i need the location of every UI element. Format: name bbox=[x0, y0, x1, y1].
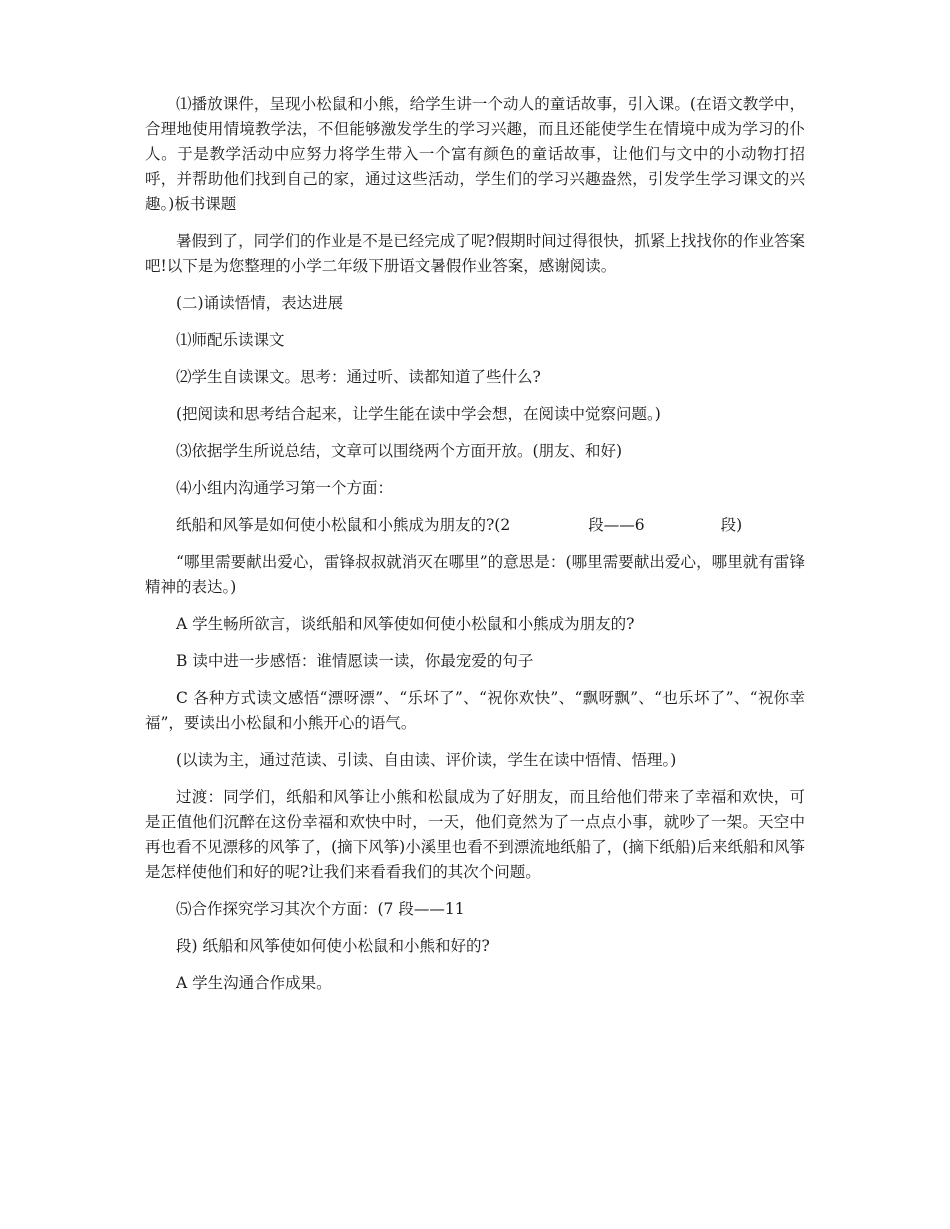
item-b-reading: B 读中进一步感悟：谁情愿读一读，你最宠爱的句子 bbox=[176, 652, 534, 670]
step-teacher-reading: ⑴师配乐读课文 bbox=[176, 331, 285, 349]
section-heading-reading: (二)诵读悟情，表达进展 bbox=[176, 294, 344, 312]
question-range-end: 段) bbox=[720, 516, 743, 534]
step-summary: ⑶依据学生所说总结，文章可以围绕两个方面开放。(朋友、和好) bbox=[176, 442, 623, 460]
paragraph-leifeng-quote: “哪里需要献出爱心，雷锋叔叔就消灭在哪里”的意思是：(哪里需要献出爱心，哪里就有雷锋精神的表达。) bbox=[145, 553, 805, 596]
item-a-share-results: A 学生沟通合作成果。 bbox=[176, 974, 332, 992]
step-group-study-first: ⑷小组内沟通学习第一个方面： bbox=[176, 479, 394, 497]
question-paper-boat-kite bbox=[145, 513, 805, 538]
question-range-mid: 段——6 bbox=[588, 516, 645, 534]
note-reading-focus: (以读为主，通过范读、引读、自由读、评价读，学生在读中悟情、悟理。) bbox=[176, 751, 677, 769]
paragraph-summer-homework: 暑假到了，同学们的作业是不是已经完成了呢?假期时间过得很快，抓紧上找找你的作业答案吧!以下是为您整理的小学二年级下册语文暑假作业答案，感谢阅读。 bbox=[145, 232, 805, 275]
step-cooperative-study-second: ⑸合作探究学习其次个方面：(7 段——11 bbox=[176, 900, 465, 918]
question-text: 纸船和风筝是如何使小松鼠和小熊成为朋友的?(2 bbox=[176, 516, 511, 534]
step-self-reading: ⑵学生自读课文。思考：通过听、读都知道了些什么? bbox=[176, 368, 541, 386]
question-reconciliation: 段) 纸船和风筝使如何使小松鼠和小熊和好的? bbox=[176, 937, 490, 955]
paragraph-transition: 过渡：同学们，纸船和风筝让小熊和松鼠成为了好朋友，而且给他们带来了幸福和欢快，可是正值他们沉醉在这份幸福和欢快中时，一天，他们竟然为了一点点小事，就吵了一架。天空中再也看不见漂移的风筝了，(摘下风筝)小溪里也看不到漂流地纸船了，(摘下纸船)后来纸船和风筝是怎样使他们和好的呢?让我们来看看我们的其次个问题。 bbox=[145, 788, 805, 881]
item-a-discussion: A 学生畅所欲言，谈纸船和风筝使如何使小松鼠和小熊成为朋友的? bbox=[176, 615, 635, 633]
paragraph-intro-courseware: ⑴播放课件，呈现小松鼠和小熊，给学生讲一个动人的童话故事，引入课。(在语文教学中，合理地使用情境教学法，不但能够激发学生的学习兴趣，而且还能使学生在情境中成为学习的仆人。于是教学活动中应努力将学生带入一个富有颜色的童话故事，让他们与文中的小动物打招呼，并帮助他们找到自己的家，通过这些活动，学生们的学习兴趣盎然，引发学生学习课文的兴趣。)板书课题 bbox=[145, 95, 805, 213]
note-reading-thinking: (把阅读和思考结合起来，让学生能在读中学会想，在阅读中觉察问题。) bbox=[176, 405, 661, 423]
item-c-reading-methods: C 各种方式读文感悟“漂呀漂”、“乐坏了”、“祝你欢快”、“飘呀飘”、“也乐坏了”、“祝你幸福”，要读出小松鼠和小熊开心的语气。 bbox=[145, 689, 805, 732]
document-body bbox=[145, 92, 805, 1008]
